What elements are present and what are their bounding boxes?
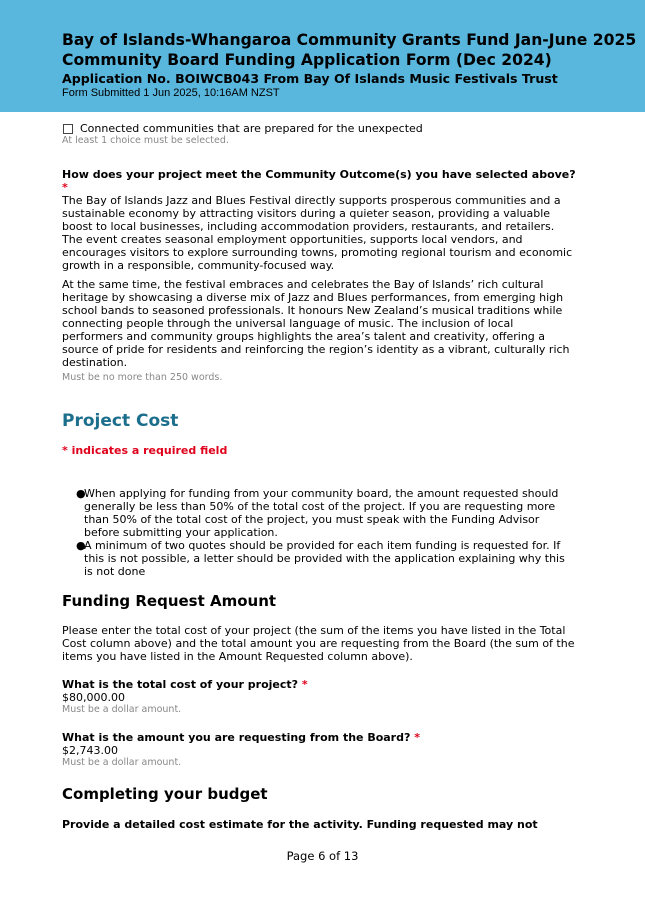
required-field-note: * indicates a required field [62,444,228,457]
request-amount-value: $2,743.00 [62,744,118,757]
submission-date: Form Submitted 1 Jun 2025, 10:16AM NZST [62,87,280,99]
guideline-text: When applying for funding from your community board, the amount requested should generally be less than 50% of the total cost of the project. If you are requesting more than 50% of the total cost of the project, you must speak with the Funding Advisor before submitting your application. [84,487,559,539]
project-cost-title: Project Cost [62,411,179,431]
outcome-hint: At least 1 choice must be selected. [62,135,229,146]
form-content [62,122,577,831]
form-title-line1: Bay of Islands-Whangaroa Community Grants Fund Jan-June 2025 [62,31,637,49]
request-amount-question-text: What is the amount you are requesting from the Board? [62,731,411,744]
project-meet-question-text: How does your project meet the Community Outcome(s) you have selected above? [62,168,576,181]
list-item [76,487,577,539]
list-item [76,539,577,578]
form-header [0,0,645,112]
total-cost-question-text: What is the total cost of your project? [62,678,299,691]
guideline-text: A minimum of two quotes should be provided for each item funding is requested for. If this is not possible, a letter should be provided with the application explaining why this is not done [84,539,565,578]
word-limit-hint: Must be no more than 250 words. [62,372,223,383]
budget-title: Completing your budget [62,785,268,803]
project-meet-answer-p2: At the same time, the festival embraces and celebrates the Bay of Islands’ rich cultural heritage by showcasing a diverse mix of Jazz and Blues performances, from emerging high school bands to seasoned professionals. It honours New Zealand’s musical traditions while connecting people through the universal language of music. The inclusion of local performers and community groups highlights the area’s talent and creativity, offering a source of pride for residents and reinforcing the region’s identity as a vibrant, culturally rich destination. [62,278,570,369]
funding-guidelines-list [62,487,577,578]
required-asterisk: * [414,731,420,744]
funding-intro: Please enter the total cost of your project (the sum of the items you have listed in the Total Cost column above) and the total amount you are requesting from the Board (the sum of the items you have listed in the Amount Requested column above). [62,624,575,663]
application-number: Application No. BOIWCB043 From Bay Of Islands Music Festivals Trust [62,71,558,86]
form-title-line2: Community Board Funding Application Form (Dec 2024) [62,51,552,69]
checkbox-icon[interactable] [63,124,73,134]
total-cost-hint: Must be a dollar amount. [62,704,182,715]
project-meet-question [62,168,577,194]
outcome-choice-label: Connected communities that are prepared for the unexpected [80,122,423,135]
bullet-icon: ● [76,539,86,552]
required-asterisk: * [301,678,308,691]
total-cost-question [62,678,577,691]
funding-request-title: Funding Request Amount [62,592,277,610]
project-meet-answer-p1: The Bay of Islands Jazz and Blues Festival directly supports prosperous communities and a sustainable economy by attracting visitors during a quieter season, providing a valuable boost to local businesses, including accommodation providers, restaurants, and retailers. The event creates seasonal employment opportunities, supports local vendors, and encourages visitors to explore surrounding towns, promoting regional tourism and economic growth in a responsible, community-focused way. [62,194,573,272]
budget-instruction: Provide a detailed cost estimate for the activity. Funding requested may not [62,818,538,831]
bullet-icon: ● [76,487,86,500]
total-cost-value: $80,000.00 [62,691,125,704]
request-amount-hint: Must be a dollar amount. [62,757,182,768]
page-number: Page 6 of 13 [286,849,359,863]
required-asterisk: * [62,181,68,194]
outcome-choice[interactable] [62,122,577,135]
request-amount-question [62,731,577,744]
